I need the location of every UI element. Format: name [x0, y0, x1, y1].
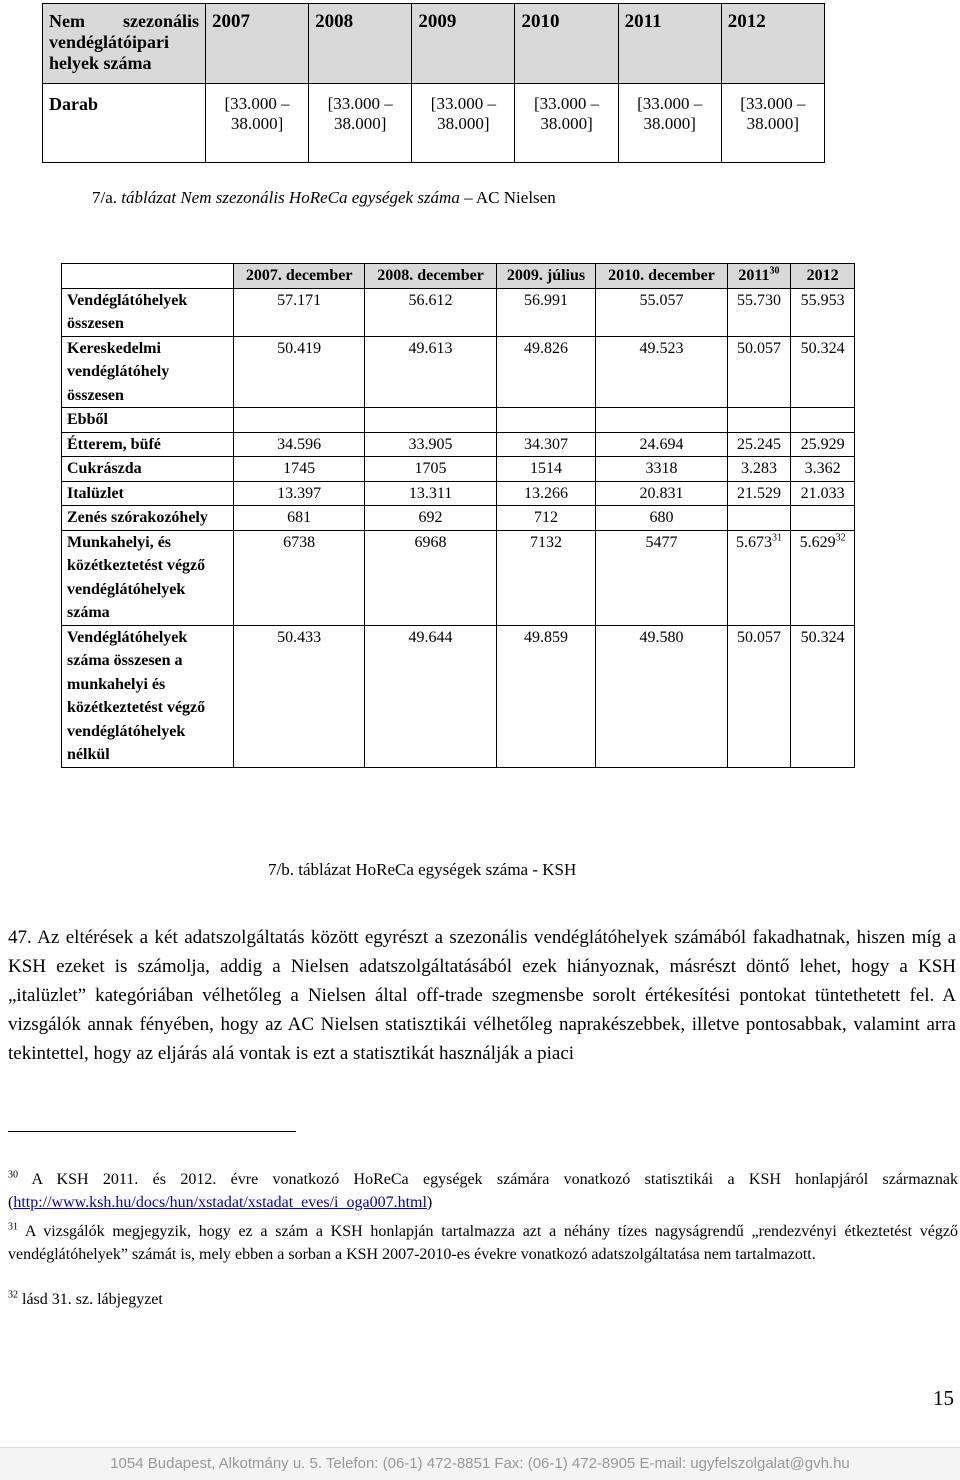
table1-caption-num: 7/a. — [92, 188, 118, 207]
ksh-corner-cell — [62, 264, 234, 289]
table-cell: 56.991 — [496, 288, 596, 336]
table-cell — [365, 408, 496, 433]
table-row — [62, 625, 855, 767]
row-label: Cukrászda — [62, 457, 234, 482]
table-cell: 50.324 — [791, 625, 855, 767]
table-cell: 6968 — [365, 530, 496, 625]
table-cell: 3.283 — [727, 457, 791, 482]
row-label: Zenés szórakozóhely — [62, 506, 234, 531]
row-label: Vendéglátóhelyek száma összesen a munkahelyi és közétkeztetést végző vendéglátóhelyek nélkül — [62, 625, 234, 767]
table-row — [62, 408, 855, 433]
table1-year: 2008 — [309, 4, 412, 84]
table-cell: 21.529 — [727, 481, 791, 506]
table1-cell: [33.000 – 38.000] — [309, 84, 412, 163]
footnote-31: $^{31}$ A vizsgálók megjegyzik, hogy ez a szám a KSH honlapján tartalmazza azt a néhány tízes nagyságrendű „rendezvényi étkeztetést végző vendéglátóhelyek” számát is, mely ebben a sorban a KSH 2007-2010-es évekre vonatkozó adatszolgáltatása nem tartalmazott. — [8, 1221, 958, 1263]
table-cell: 13.266 — [496, 481, 596, 506]
table1-year: 2010 — [515, 4, 618, 84]
table-cell — [727, 506, 791, 531]
table-cell — [727, 408, 791, 433]
table-cell: 692 — [365, 506, 496, 531]
table-cell: 7132 — [496, 530, 596, 625]
ksh-header: 2009. július — [496, 264, 596, 289]
table-cell: 56.612 — [365, 288, 496, 336]
body-paragraph: 47. Az eltérések a két adatszolgáltatás között egyrészt a szezonális vendéglátóhelyek számából fakadhatnak, hiszen míg a KSH ezeket is számolja, addig a Nielsen adatszolgáltatásából ezek hiányoznak, másrészt döntő lehet, hogy a KSH „italüzlet” kategóriában vélhetőleg a Nielsen által off-trade szegmensbe sorolt értékesítési pontokat tüntethetett fel. A vizsgálók annak fényében, hogy az AC Nielsen statisztikái vélhetőleg naprakészebbek, illetve pontosabbak, valamint arra tekintettel, hogy az eljárás alá vontak is ezt a statisztikát használják a piaci — [8, 927, 956, 1064]
table-cell: 681 — [234, 506, 365, 531]
table-cell: 5.673$^{31}$ — [727, 530, 791, 625]
table-cell: 20.831 — [596, 481, 727, 506]
table-row — [62, 336, 855, 408]
table-cell: 25.245 — [727, 432, 791, 457]
table-row — [62, 288, 855, 336]
nielsen-table — [42, 3, 825, 163]
table-cell: 55.057 — [596, 288, 727, 336]
table-cell: 49.644 — [365, 625, 496, 767]
table-cell: 13.311 — [365, 481, 496, 506]
table1-cell: [33.000 – 38.000] — [515, 84, 618, 163]
table1-caption-source: – AC Nielsen — [464, 188, 556, 207]
ksh-table — [61, 263, 855, 768]
table-cell: 3318 — [596, 457, 727, 482]
table1-row-label: Darab — [43, 84, 206, 163]
footnote-separator — [8, 1131, 296, 1132]
table-cell: 50.324 — [791, 336, 855, 408]
table-cell: 13.397 — [234, 481, 365, 506]
table1-cell: [33.000 – 38.000] — [412, 84, 515, 163]
table-row — [62, 530, 855, 625]
table-cell: 712 — [496, 506, 596, 531]
ksh-header-2011: 2011$^{30}$ — [727, 264, 791, 289]
table-cell: 21.033 — [791, 481, 855, 506]
table-cell: 49.826 — [496, 336, 596, 408]
table1-year: 2011 — [618, 4, 721, 84]
ksh-header: 2010. december — [596, 264, 727, 289]
address-footer: 1054 Budapest, Alkotmány u. 5. Telefon: (06-1) 472-8851 Fax: (06-1) 472-8905 E-mail: ugyfelszolgalat@gvh.hu — [0, 1447, 960, 1480]
footnote-32: $^{32}$ lásd 31. sz. lábjegyzet — [8, 1289, 163, 1308]
table-cell — [791, 506, 855, 531]
table-cell: 34.596 — [234, 432, 365, 457]
table1-cell: [33.000 – 38.000] — [618, 84, 721, 163]
table-cell: 55.953 — [791, 288, 855, 336]
table-cell: 25.929 — [791, 432, 855, 457]
table-cell: 6738 — [234, 530, 365, 625]
table-cell: 1745 — [234, 457, 365, 482]
table-cell: 55.730 — [727, 288, 791, 336]
row-label: Italüzlet — [62, 481, 234, 506]
page-number: 15 — [933, 1386, 954, 1410]
table1-cell: [33.000 – 38.000] — [721, 84, 824, 163]
table-cell: 50.419 — [234, 336, 365, 408]
table-cell: 5477 — [596, 530, 727, 625]
table-cell: 49.523 — [596, 336, 727, 408]
ksh-header: 2012 — [791, 264, 855, 289]
footnote-30: $^{30}$ A KSH 2011. és 2012. évre vonatkozó HoReCa egységek számára vonatkozó statisztikái a KSH honlapjáról származnak (http://www.ksh.hu/docs/hun/xstadat/xstadat_eves/i_oga007.html) — [8, 1169, 958, 1211]
table1-caption — [92, 188, 556, 208]
table-cell: 50.057 — [727, 336, 791, 408]
table1-caption-text: táblázat Nem szezonális HoReCa egységek száma — [121, 188, 460, 207]
table-cell — [791, 408, 855, 433]
table-cell: 680 — [596, 506, 727, 531]
ksh-table-body — [62, 288, 855, 767]
table-cell: 33.905 — [365, 432, 496, 457]
ksh-header: 2008. december — [365, 264, 496, 289]
table-cell — [234, 408, 365, 433]
table-cell: 24.694 — [596, 432, 727, 457]
table1-cell: [33.000 – 38.000] — [206, 84, 309, 163]
table-cell: 5.629$^{32}$ — [791, 530, 855, 625]
table-cell: 1705 — [365, 457, 496, 482]
table-row — [62, 481, 855, 506]
table-cell: 1514 — [496, 457, 596, 482]
table1-year: 2007 — [206, 4, 309, 84]
table-cell: 50.057 — [727, 625, 791, 767]
table2-caption: 7/b. táblázat HoReCa egységek száma - KSH — [268, 860, 577, 879]
table-row — [62, 432, 855, 457]
table1-header-label: Nem szezonális vendéglátóipari helyek száma — [43, 4, 206, 84]
table-row — [62, 457, 855, 482]
ksh-link[interactable]: http://www.ksh.hu/docs/hun/xstadat/xstadat_eves/i_oga007.html — [13, 1194, 427, 1211]
table1-year: 2009 — [412, 4, 515, 84]
table-cell: 49.580 — [596, 625, 727, 767]
table-cell: 3.362 — [791, 457, 855, 482]
row-label: Munkahelyi, és közétkeztetést végző vendéglátóhelyek száma — [62, 530, 234, 625]
table-cell — [596, 408, 727, 433]
ksh-header: 2007. december — [234, 264, 365, 289]
row-label: Vendéglátóhelyek összesen — [62, 288, 234, 336]
table1-year: 2012 — [721, 4, 824, 84]
row-label: Kereskedelmi vendéglátóhely összesen — [62, 336, 234, 408]
row-label: Ebből — [62, 408, 234, 433]
table-cell: 49.859 — [496, 625, 596, 767]
table-cell: 57.171 — [234, 288, 365, 336]
row-label: Étterem, büfé — [62, 432, 234, 457]
table-cell: 34.307 — [496, 432, 596, 457]
table-row — [62, 506, 855, 531]
table-cell: 49.613 — [365, 336, 496, 408]
table-cell: 50.433 — [234, 625, 365, 767]
table-cell — [496, 408, 596, 433]
